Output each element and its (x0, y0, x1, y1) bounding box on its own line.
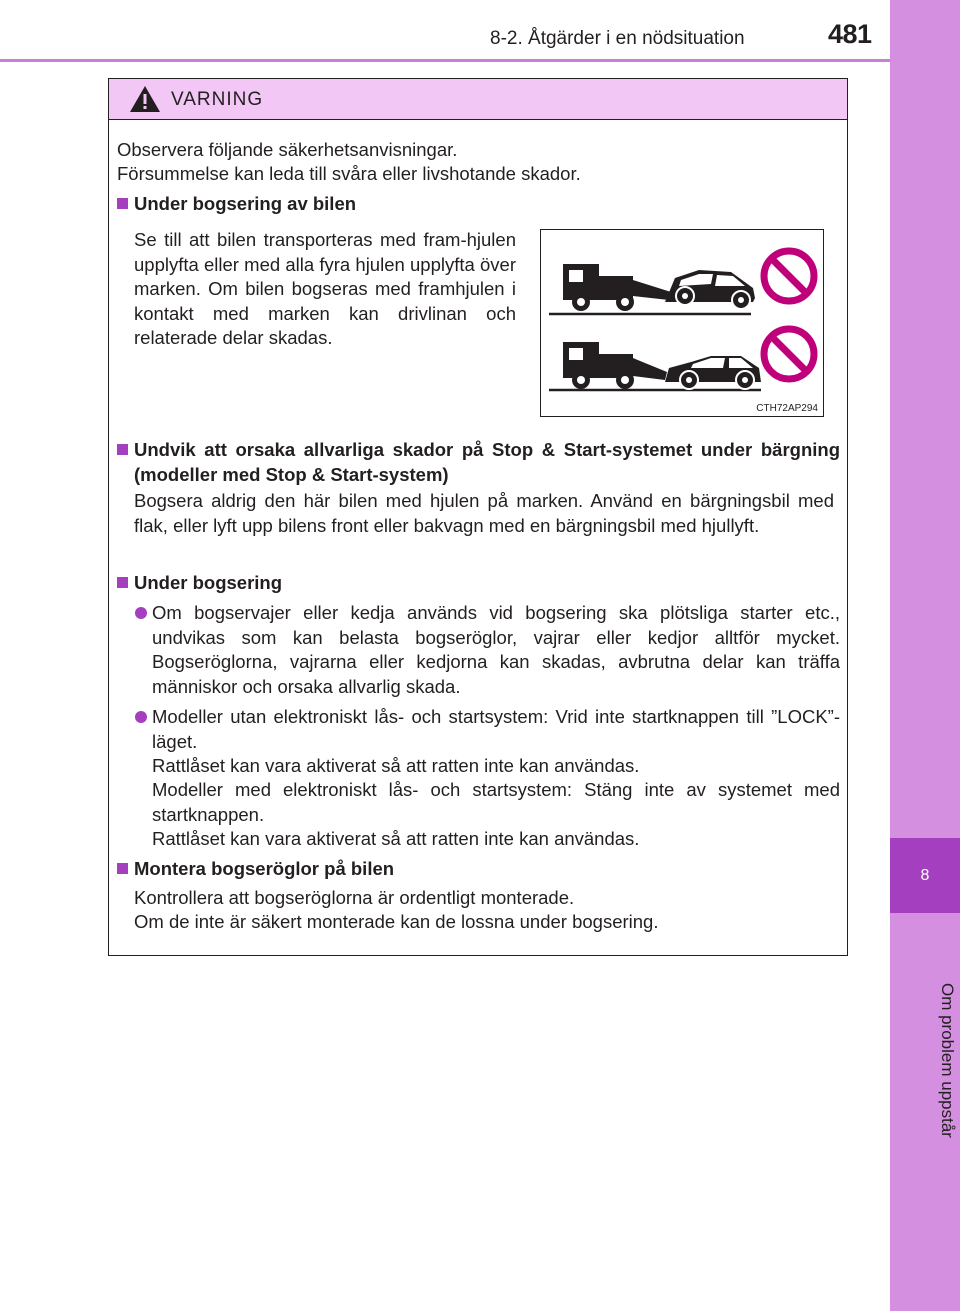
list-bullet (135, 607, 147, 619)
warning-triangle-icon (129, 85, 161, 113)
section-bullet (117, 444, 128, 455)
warning-title: VARNING (171, 89, 264, 110)
section-text-tow-eyelets-1: Kontrollera att bogseröglorna är ordentligt monterade. (134, 887, 575, 908)
section-text-stop-start: Bogsera aldrig den här bilen med hjulen på marken. Använd en bärgningsbil med flak, eller lyft upp bilens front eller bakvagn med en bärgningsbil med hjullyft. (134, 490, 834, 536)
chapter-number: 8 (890, 838, 960, 913)
towing-illustration (540, 229, 824, 417)
page-number: 481 (828, 19, 872, 49)
list-item-tow-cable: Om bogservajer eller kedja används vid bogsering ska plötsliga starter etc., undvikas som kan belasta bogseröglor, vajrar eller kedjor alltför mycket. Bogseröglorna, vajrarna eller kedjorna kan skadas, avbrutna delar kan träffa människor och orsaka allvarlig skada. (152, 602, 840, 697)
section-heading-towing-vehicle: Under bogsering av bilen (134, 193, 357, 214)
header-rule (0, 59, 890, 62)
section-bullet (117, 577, 128, 588)
section-text-tow-eyelets-2: Om de inte är säkert monterade kan de lossna under bogsering. (134, 911, 659, 932)
image-code: CTH72AP294 (756, 403, 818, 414)
list-item-lock-line-2: Rattlåset kan vara aktiverat så att ratten inte kan användas. (152, 755, 640, 776)
section-heading-during-towing: Under bogsering (134, 572, 283, 593)
section-bullet (117, 198, 128, 209)
section-title: 8-2. Åtgärder i en nödsituation (490, 28, 745, 49)
section-bullet (117, 863, 128, 874)
section-heading-stop-start: Undvik att orsaka allvarliga skador på Stop & Start-systemet under bärgning (modeller med Stop & Start-system) (134, 439, 840, 485)
intro-line-1: Observera följande säkerhetsanvisningar. (117, 139, 458, 160)
list-item-lock-line-3: Modeller med elektroniskt lås- och startsystem: Stäng inte av systemet med startknappen. (152, 779, 840, 825)
tow-truck-illustration (541, 230, 823, 416)
section-text-towing-vehicle: Se till att bilen transporteras med fram-hjulen upplyfta eller med alla fyra hjulen upplyfta över marken. Om bilen bogseras med framhjulen i kontakt med marken kan drivlinan och relaterade delar skadas. (134, 229, 516, 348)
prohibited-icon (764, 329, 814, 379)
prohibited-icon (764, 251, 814, 301)
section-heading-tow-eyelets: Montera bogseröglor på bilen (134, 858, 395, 879)
list-item-lock-line-4: Rattlåset kan vara aktiverat så att ratten inte kan användas. (152, 828, 640, 849)
warning-header (109, 79, 847, 120)
list-item-lock-line-1: Modeller utan elektroniskt lås- och startsystem: Vrid inte startknappen till ”LOCK”-läget. (152, 706, 840, 752)
chapter-title: Om problem uppstår (938, 982, 957, 1138)
list-bullet (135, 711, 147, 723)
intro-line-2: Försummelse kan leda till svåra eller livshotande skador. (117, 163, 581, 184)
